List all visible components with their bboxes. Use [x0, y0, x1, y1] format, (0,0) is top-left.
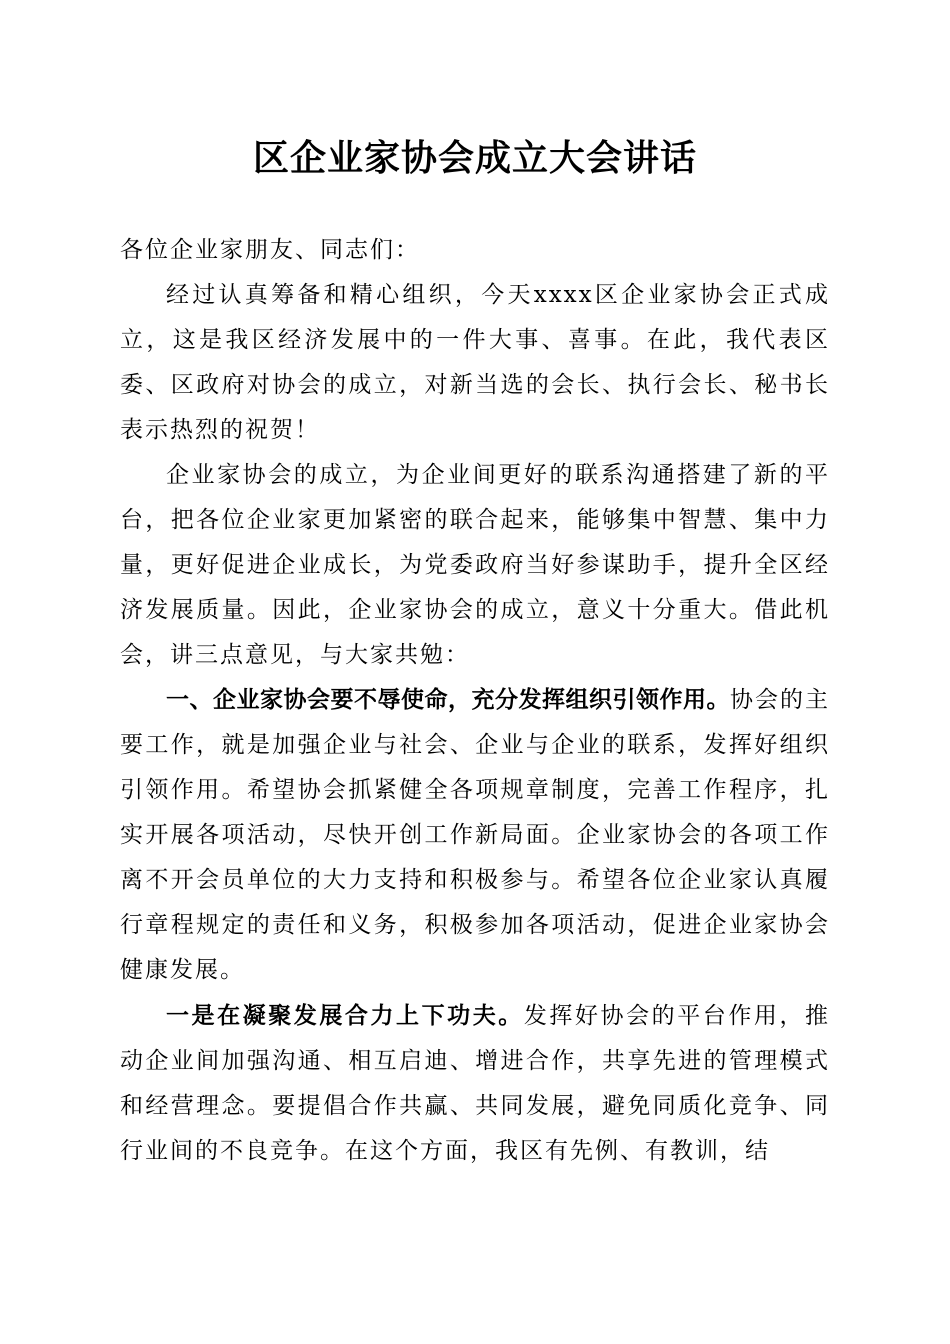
document-body: [120, 228, 830, 1174]
paragraph-opening: 经过认真筹备和精心组织，今天xxxx区企业家协会正式成立，这是我区经济发展中的一件大事、喜事。在此，我代表区委、区政府对协会的成立，对新当选的会长、执行会长、秘书长表示热烈的祝贺！: [120, 282, 830, 443]
paragraph-point-one: [120, 678, 830, 993]
subpoint-one-body: 发挥好协会的平台作用，推动企业间加强沟通、相互启迪、增进合作，共享先进的管理模式和经营理念。要提倡合作共赢、共同发展，避免同质化竞争、同行业间的不良竞争。在这个方面，我区有先例、有教训，结: [120, 1003, 831, 1164]
paragraph-subpoint-one: [120, 993, 830, 1174]
paragraph-significance: 企业家协会的成立，为企业间更好的联系沟通搭建了新的平台，把各位企业家更加紧密的联合起来，能够集中智慧、集中力量，更好促进企业成长，为党委政府当好参谋助手，提升全区经济发展质量。因此，企业家协会的成立，意义十分重大。借此机会，讲三点意见，与大家共勉：: [120, 462, 830, 668]
document-title: 区企业家协会成立大会讲话: [252, 137, 697, 179]
point-one-body: 协会的主要工作，就是加强企业与社会、企业与企业的联系，发挥好组织引领作用。希望协会抓紧健全各项规章制度，完善工作程序，扎实开展各项活动，尽快开创工作新局面。企业家协会的各项工作离不开会员单位的大力支持和积极参与。希望各位企业家认真履行章程规定的责任和义务，积极参加各项活动，促进企业家协会健康发展。: [120, 687, 830, 983]
subpoint-one-heading: 一是在凝聚发展合力上下功夫。: [166, 1002, 524, 1029]
salutation: 各位企业家朋友、同志们：: [120, 237, 420, 263]
point-one-heading: 一、企业家协会要不辱使命，充分发挥组织引领作用。: [166, 687, 730, 713]
